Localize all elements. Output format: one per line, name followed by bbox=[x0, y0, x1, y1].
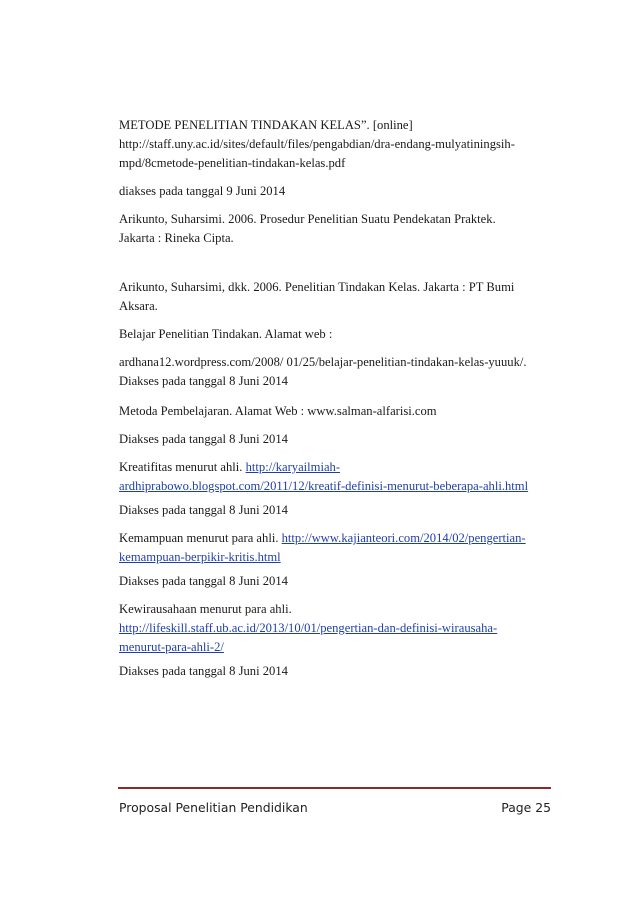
reference-text: Kewirausahaan menurut para ahli. bbox=[119, 602, 292, 616]
footer-divider bbox=[118, 787, 551, 789]
entry-line bbox=[119, 278, 514, 297]
entry-line bbox=[119, 548, 526, 567]
reference-text: Diakses pada tanggal 8 Juni 2014 bbox=[119, 664, 288, 678]
reference-link[interactable]: kemampuan-berpikir-kritis.html bbox=[119, 550, 281, 564]
bibliography-entry bbox=[119, 572, 288, 591]
bibliography-entry bbox=[119, 430, 288, 449]
bibliography-entry bbox=[119, 353, 527, 391]
entry-line bbox=[119, 210, 496, 229]
bibliography-entry bbox=[119, 210, 496, 248]
reference-text: Aksara. bbox=[119, 299, 158, 313]
reference-text: diakses pada tanggal 9 Juni 2014 bbox=[119, 184, 286, 198]
entry-line bbox=[119, 135, 515, 154]
reference-link[interactable]: http://karyailmiah- bbox=[245, 460, 341, 474]
bibliography-entry bbox=[119, 458, 528, 496]
reference-link[interactable]: http://www.kajianteori.com/2014/02/pengertian- bbox=[281, 531, 526, 545]
reference-text: Kemampuan menurut para ahli. bbox=[119, 531, 282, 545]
reference-text: Arikunto, Suharsimi. 2006. Prosedur Penelitian Suatu Pendekatan Praktek. bbox=[119, 212, 496, 226]
page-number: Page 25 bbox=[501, 800, 551, 815]
reference-text: Metoda Pembelajaran. Alamat Web : www.salman-alfarisi.com bbox=[119, 404, 437, 418]
entry-line bbox=[119, 529, 526, 548]
reference-text: Arikunto, Suharsimi, dkk. 2006. Penelitian Tindakan Kelas. Jakarta : PT Bumi bbox=[119, 280, 515, 294]
entry-line bbox=[119, 662, 288, 681]
reference-link[interactable]: http://lifeskill.staff.ub.ac.id/2013/10/01/pengertian-dan-definisi-wirausaha- bbox=[119, 621, 498, 635]
bibliography-entry bbox=[119, 402, 437, 421]
page-footer bbox=[119, 800, 551, 818]
footer-title: Proposal Penelitian Pendidikan bbox=[119, 800, 308, 815]
bibliography-entry bbox=[119, 182, 285, 201]
entry-line bbox=[119, 572, 288, 591]
bibliography-entry bbox=[119, 116, 515, 173]
reference-text: http://staff.uny.ac.id/sites/default/files/pengabdian/dra-endang-mulyatiningsih- bbox=[119, 137, 515, 151]
bibliography-entry bbox=[119, 529, 526, 567]
bibliography-entry bbox=[119, 600, 497, 657]
reference-text: Belajar Penelitian Tindakan. Alamat web : bbox=[119, 327, 333, 341]
entry-line bbox=[119, 229, 496, 248]
reference-text: Kreatifitas menurut ahli. bbox=[119, 460, 246, 474]
entry-line bbox=[119, 619, 497, 638]
entry-line bbox=[119, 600, 497, 619]
reference-text: Diakses pada tanggal 8 Juni 2014 bbox=[119, 574, 288, 588]
entry-line bbox=[119, 297, 514, 316]
reference-text: Jakarta : Rineka Cipta. bbox=[119, 231, 234, 245]
entry-line bbox=[119, 477, 528, 496]
entry-line bbox=[119, 501, 288, 520]
entry-line bbox=[119, 458, 528, 477]
reference-text: Diakses pada tanggal 8 Juni 2014 bbox=[119, 374, 288, 388]
entry-line bbox=[119, 116, 515, 135]
bibliography-entry bbox=[119, 278, 514, 316]
entry-line bbox=[119, 638, 497, 657]
reference-text: METODE PENELITIAN TINDAKAN KELAS”. [online] bbox=[119, 118, 413, 132]
bibliography-entry bbox=[119, 662, 288, 681]
reference-link[interactable]: ardhiprabowo.blogspot.com/2011/12/kreatif-definisi-menurut-beberapa-ahli.html bbox=[119, 479, 529, 493]
entry-line bbox=[119, 325, 332, 344]
entry-line bbox=[119, 372, 527, 391]
entry-line bbox=[119, 353, 527, 372]
reference-text: Diakses pada tanggal 8 Juni 2014 bbox=[119, 503, 288, 517]
entry-line bbox=[119, 402, 437, 421]
reference-text: Diakses pada tanggal 8 Juni 2014 bbox=[119, 432, 288, 446]
bibliography-entry bbox=[119, 501, 288, 520]
reference-text: mpd/8cmetode-penelitian-tindakan-kelas.pdf bbox=[119, 156, 346, 170]
entry-line bbox=[119, 154, 515, 173]
reference-link[interactable]: menurut-para-ahli-2/ bbox=[119, 640, 224, 654]
reference-text: ardhana12.wordpress.com/2008/ 01/25/belajar-penelitian-tindakan-kelas-yuuuk/. bbox=[119, 355, 527, 369]
bibliography-entry bbox=[119, 325, 332, 344]
entry-line bbox=[119, 182, 285, 201]
entry-line bbox=[119, 430, 288, 449]
